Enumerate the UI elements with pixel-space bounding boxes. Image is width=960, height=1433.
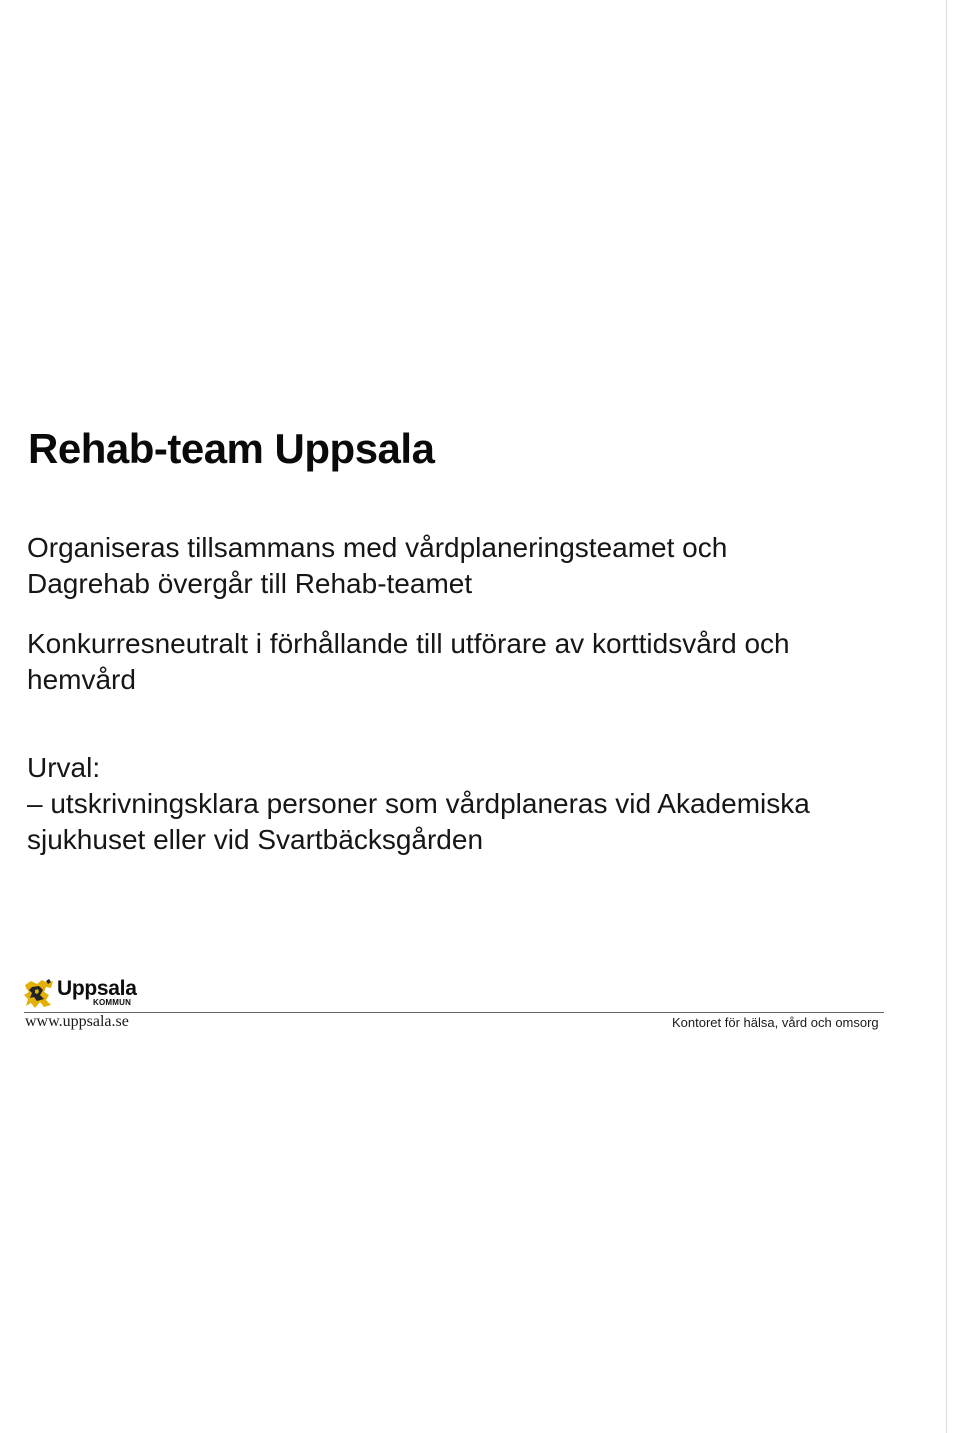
paragraph-line: hemvård <box>27 664 136 695</box>
footer-url: www.uppsala.se <box>25 1013 129 1030</box>
paragraph-line: Konkurresneutralt i förhållande till utförare av korttidsvård och <box>27 628 790 659</box>
logo-word: Uppsala <box>57 977 137 1000</box>
logo-subtitle: KOMMUN <box>93 998 132 1007</box>
page-edge-line <box>946 0 947 1433</box>
paragraph-neutrality <box>27 626 790 698</box>
paragraph-selection <box>27 750 810 858</box>
paragraph-line: Dagrehab övergår till Rehab-teamet <box>27 568 473 599</box>
footer-office-name: Kontoret för hälsa, vård och omsorg <box>672 1015 879 1030</box>
paragraph-line: Urval: <box>27 752 101 783</box>
uppsala-crest-icon <box>22 978 56 1010</box>
paragraph-organisation <box>27 530 727 602</box>
logo-wordmark <box>57 978 177 1010</box>
paragraph-line: – utskrivningsklara personer som vårdplaneras vid Akademiska <box>27 788 810 819</box>
footer-divider <box>24 1012 884 1013</box>
uppsala-logo <box>22 976 177 1010</box>
paragraph-line: Organiseras tillsammans med vårdplaneringsteamet och <box>27 532 728 563</box>
paragraph-line: sjukhuset eller vid Svartbäcksgården <box>27 824 484 855</box>
page-title: Rehab-team Uppsala <box>28 425 435 472</box>
